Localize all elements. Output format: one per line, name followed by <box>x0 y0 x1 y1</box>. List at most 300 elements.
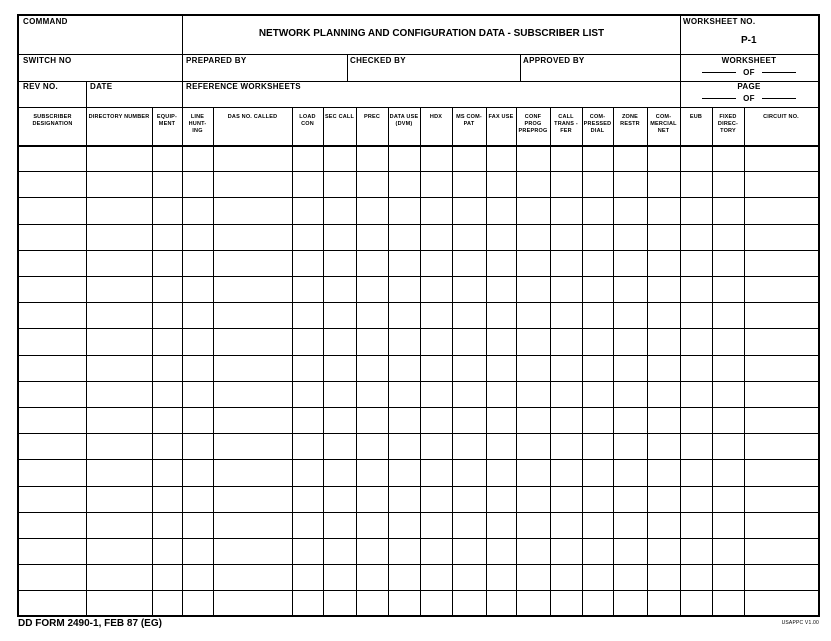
table-cell[interactable] <box>182 302 213 328</box>
table-cell[interactable] <box>486 355 516 381</box>
table-cell[interactable] <box>182 486 213 512</box>
table-cell[interactable] <box>647 459 680 486</box>
table-cell[interactable] <box>182 276 213 302</box>
table-cell[interactable] <box>213 590 292 615</box>
table-cell[interactable] <box>516 433 550 459</box>
table-cell[interactable] <box>452 328 486 355</box>
table-cell[interactable] <box>486 250 516 276</box>
table-cell[interactable] <box>420 171 452 197</box>
table-cell[interactable] <box>86 276 152 302</box>
table-cell[interactable] <box>452 355 486 381</box>
table-cell[interactable] <box>680 564 712 590</box>
table-cell[interactable] <box>452 276 486 302</box>
table-cell[interactable] <box>712 355 744 381</box>
table-cell[interactable] <box>550 459 582 486</box>
table-cell[interactable] <box>19 197 86 224</box>
table-cell[interactable] <box>323 250 356 276</box>
table-cell[interactable] <box>388 224 420 250</box>
table-cell[interactable] <box>152 171 182 197</box>
table-cell[interactable] <box>420 276 452 302</box>
table-cell[interactable] <box>486 590 516 615</box>
table-cell[interactable] <box>712 145 744 171</box>
table-cell[interactable] <box>452 197 486 224</box>
table-cell[interactable] <box>550 407 582 433</box>
table-cell[interactable] <box>486 328 516 355</box>
table-cell[interactable] <box>550 590 582 615</box>
table-cell[interactable] <box>356 302 388 328</box>
table-cell[interactable] <box>486 171 516 197</box>
table-cell[interactable] <box>420 381 452 407</box>
table-cell[interactable] <box>388 512 420 538</box>
table-cell[interactable] <box>582 171 613 197</box>
table-cell[interactable] <box>486 564 516 590</box>
table-cell[interactable] <box>647 250 680 276</box>
table-cell[interactable] <box>744 171 818 197</box>
table-cell[interactable] <box>420 224 452 250</box>
table-cell[interactable] <box>550 512 582 538</box>
table-cell[interactable] <box>420 197 452 224</box>
table-cell[interactable] <box>486 224 516 250</box>
table-cell[interactable] <box>680 197 712 224</box>
table-cell[interactable] <box>323 512 356 538</box>
table-cell[interactable] <box>182 328 213 355</box>
table-cell[interactable] <box>613 590 647 615</box>
table-cell[interactable] <box>292 197 323 224</box>
table-cell[interactable] <box>86 512 152 538</box>
table-cell[interactable] <box>213 355 292 381</box>
table-cell[interactable] <box>182 250 213 276</box>
table-cell[interactable] <box>647 564 680 590</box>
table-cell[interactable] <box>647 302 680 328</box>
table-cell[interactable] <box>550 564 582 590</box>
table-cell[interactable] <box>712 538 744 564</box>
table-cell[interactable] <box>712 197 744 224</box>
table-cell[interactable] <box>647 355 680 381</box>
table-cell[interactable] <box>292 302 323 328</box>
table-cell[interactable] <box>613 250 647 276</box>
table-cell[interactable] <box>152 486 182 512</box>
table-cell[interactable] <box>516 486 550 512</box>
table-cell[interactable] <box>647 328 680 355</box>
table-cell[interactable] <box>86 145 152 171</box>
table-cell[interactable] <box>356 459 388 486</box>
table-cell[interactable] <box>744 459 818 486</box>
table-cell[interactable] <box>213 512 292 538</box>
table-cell[interactable] <box>182 355 213 381</box>
table-cell[interactable] <box>486 459 516 486</box>
table-cell[interactable] <box>182 590 213 615</box>
table-cell[interactable] <box>647 590 680 615</box>
table-cell[interactable] <box>213 224 292 250</box>
table-cell[interactable] <box>680 590 712 615</box>
table-cell[interactable] <box>452 564 486 590</box>
table-cell[interactable] <box>516 302 550 328</box>
table-cell[interactable] <box>613 538 647 564</box>
table-cell[interactable] <box>292 328 323 355</box>
table-cell[interactable] <box>356 250 388 276</box>
table-cell[interactable] <box>182 459 213 486</box>
table-cell[interactable] <box>744 145 818 171</box>
table-cell[interactable] <box>356 328 388 355</box>
table-cell[interactable] <box>152 381 182 407</box>
table-cell[interactable] <box>152 355 182 381</box>
table-cell[interactable] <box>486 197 516 224</box>
table-cell[interactable] <box>182 407 213 433</box>
table-cell[interactable] <box>19 355 86 381</box>
table-cell[interactable] <box>323 407 356 433</box>
table-cell[interactable] <box>550 145 582 171</box>
table-cell[interactable] <box>582 276 613 302</box>
table-cell[interactable] <box>292 512 323 538</box>
table-cell[interactable] <box>712 381 744 407</box>
table-cell[interactable] <box>486 538 516 564</box>
table-cell[interactable] <box>420 512 452 538</box>
table-cell[interactable] <box>486 302 516 328</box>
table-cell[interactable] <box>19 564 86 590</box>
table-cell[interactable] <box>388 538 420 564</box>
table-cell[interactable] <box>388 355 420 381</box>
table-cell[interactable] <box>712 459 744 486</box>
table-cell[interactable] <box>388 171 420 197</box>
table-cell[interactable] <box>19 407 86 433</box>
table-cell[interactable] <box>516 512 550 538</box>
table-cell[interactable] <box>582 145 613 171</box>
table-cell[interactable] <box>613 407 647 433</box>
table-cell[interactable] <box>516 590 550 615</box>
table-cell[interactable] <box>323 302 356 328</box>
table-cell[interactable] <box>744 407 818 433</box>
table-cell[interactable] <box>613 197 647 224</box>
table-cell[interactable] <box>420 433 452 459</box>
table-cell[interactable] <box>516 276 550 302</box>
table-cell[interactable] <box>323 328 356 355</box>
table-cell[interactable] <box>19 171 86 197</box>
table-cell[interactable] <box>680 302 712 328</box>
table-cell[interactable] <box>516 224 550 250</box>
table-cell[interactable] <box>86 433 152 459</box>
table-cell[interactable] <box>680 381 712 407</box>
table-cell[interactable] <box>582 328 613 355</box>
table-cell[interactable] <box>356 276 388 302</box>
table-cell[interactable] <box>356 197 388 224</box>
table-cell[interactable] <box>420 538 452 564</box>
table-cell[interactable] <box>388 145 420 171</box>
table-cell[interactable] <box>356 538 388 564</box>
table-cell[interactable] <box>452 381 486 407</box>
table-cell[interactable] <box>550 486 582 512</box>
table-cell[interactable] <box>182 381 213 407</box>
table-cell[interactable] <box>712 171 744 197</box>
table-cell[interactable] <box>86 355 152 381</box>
table-cell[interactable] <box>712 433 744 459</box>
table-cell[interactable] <box>550 250 582 276</box>
table-cell[interactable] <box>744 224 818 250</box>
table-cell[interactable] <box>152 145 182 171</box>
table-cell[interactable] <box>582 381 613 407</box>
table-cell[interactable] <box>452 171 486 197</box>
table-cell[interactable] <box>182 171 213 197</box>
table-cell[interactable] <box>19 302 86 328</box>
table-cell[interactable] <box>712 302 744 328</box>
table-cell[interactable] <box>213 328 292 355</box>
table-cell[interactable] <box>86 486 152 512</box>
table-cell[interactable] <box>582 486 613 512</box>
table-cell[interactable] <box>86 407 152 433</box>
table-cell[interactable] <box>86 381 152 407</box>
table-cell[interactable] <box>356 171 388 197</box>
table-cell[interactable] <box>647 381 680 407</box>
table-cell[interactable] <box>420 486 452 512</box>
table-cell[interactable] <box>452 590 486 615</box>
table-cell[interactable] <box>712 328 744 355</box>
table-cell[interactable] <box>420 407 452 433</box>
table-cell[interactable] <box>323 145 356 171</box>
table-cell[interactable] <box>452 250 486 276</box>
table-cell[interactable] <box>292 224 323 250</box>
table-cell[interactable] <box>613 486 647 512</box>
table-cell[interactable] <box>516 355 550 381</box>
table-cell[interactable] <box>712 564 744 590</box>
table-cell[interactable] <box>86 459 152 486</box>
table-cell[interactable] <box>516 538 550 564</box>
table-cell[interactable] <box>86 250 152 276</box>
table-cell[interactable] <box>420 564 452 590</box>
table-cell[interactable] <box>19 145 86 171</box>
table-cell[interactable] <box>292 564 323 590</box>
table-cell[interactable] <box>452 538 486 564</box>
table-cell[interactable] <box>182 512 213 538</box>
table-cell[interactable] <box>182 197 213 224</box>
table-cell[interactable] <box>744 590 818 615</box>
table-cell[interactable] <box>292 250 323 276</box>
table-cell[interactable] <box>388 564 420 590</box>
table-cell[interactable] <box>388 328 420 355</box>
table-cell[interactable] <box>744 276 818 302</box>
table-cell[interactable] <box>292 433 323 459</box>
table-cell[interactable] <box>213 171 292 197</box>
table-cell[interactable] <box>213 302 292 328</box>
table-cell[interactable] <box>582 302 613 328</box>
table-cell[interactable] <box>680 276 712 302</box>
table-cell[interactable] <box>323 276 356 302</box>
table-cell[interactable] <box>613 171 647 197</box>
table-cell[interactable] <box>744 381 818 407</box>
table-cell[interactable] <box>323 538 356 564</box>
table-cell[interactable] <box>744 355 818 381</box>
table-cell[interactable] <box>323 381 356 407</box>
table-cell[interactable] <box>19 276 86 302</box>
table-cell[interactable] <box>292 486 323 512</box>
table-cell[interactable] <box>613 459 647 486</box>
table-cell[interactable] <box>550 197 582 224</box>
table-cell[interactable] <box>744 564 818 590</box>
table-cell[interactable] <box>582 512 613 538</box>
table-cell[interactable] <box>292 355 323 381</box>
table-cell[interactable] <box>356 145 388 171</box>
table-cell[interactable] <box>292 276 323 302</box>
table-cell[interactable] <box>680 224 712 250</box>
table-cell[interactable] <box>152 328 182 355</box>
table-cell[interactable] <box>152 224 182 250</box>
table-cell[interactable] <box>486 512 516 538</box>
table-cell[interactable] <box>744 302 818 328</box>
table-cell[interactable] <box>213 250 292 276</box>
table-cell[interactable] <box>744 328 818 355</box>
table-cell[interactable] <box>292 407 323 433</box>
table-cell[interactable] <box>182 224 213 250</box>
table-cell[interactable] <box>613 145 647 171</box>
table-cell[interactable] <box>582 538 613 564</box>
table-cell[interactable] <box>388 250 420 276</box>
table-cell[interactable] <box>152 433 182 459</box>
table-cell[interactable] <box>516 145 550 171</box>
table-cell[interactable] <box>452 407 486 433</box>
table-cell[interactable] <box>647 512 680 538</box>
table-cell[interactable] <box>152 538 182 564</box>
table-cell[interactable] <box>356 512 388 538</box>
table-cell[interactable] <box>420 250 452 276</box>
table-cell[interactable] <box>213 433 292 459</box>
table-cell[interactable] <box>152 512 182 538</box>
table-cell[interactable] <box>213 407 292 433</box>
table-cell[interactable] <box>452 512 486 538</box>
table-cell[interactable] <box>647 433 680 459</box>
table-cell[interactable] <box>452 433 486 459</box>
table-cell[interactable] <box>19 381 86 407</box>
table-cell[interactable] <box>356 224 388 250</box>
table-cell[interactable] <box>680 171 712 197</box>
table-cell[interactable] <box>680 407 712 433</box>
table-cell[interactable] <box>152 407 182 433</box>
table-cell[interactable] <box>356 381 388 407</box>
table-cell[interactable] <box>744 250 818 276</box>
table-cell[interactable] <box>613 355 647 381</box>
table-cell[interactable] <box>550 328 582 355</box>
table-cell[interactable] <box>292 459 323 486</box>
table-cell[interactable] <box>452 145 486 171</box>
table-cell[interactable] <box>323 590 356 615</box>
table-cell[interactable] <box>582 433 613 459</box>
table-cell[interactable] <box>680 145 712 171</box>
table-cell[interactable] <box>292 145 323 171</box>
table-cell[interactable] <box>680 512 712 538</box>
table-cell[interactable] <box>452 302 486 328</box>
table-cell[interactable] <box>152 459 182 486</box>
table-cell[interactable] <box>388 407 420 433</box>
table-cell[interactable] <box>213 538 292 564</box>
table-cell[interactable] <box>19 512 86 538</box>
table-cell[interactable] <box>744 538 818 564</box>
table-cell[interactable] <box>388 433 420 459</box>
table-cell[interactable] <box>613 302 647 328</box>
table-cell[interactable] <box>582 355 613 381</box>
table-cell[interactable] <box>388 276 420 302</box>
table-cell[interactable] <box>516 381 550 407</box>
table-cell[interactable] <box>712 250 744 276</box>
table-cell[interactable] <box>582 224 613 250</box>
table-cell[interactable] <box>19 250 86 276</box>
table-cell[interactable] <box>486 407 516 433</box>
table-cell[interactable] <box>213 459 292 486</box>
table-cell[interactable] <box>420 590 452 615</box>
table-cell[interactable] <box>744 197 818 224</box>
table-cell[interactable] <box>452 459 486 486</box>
table-cell[interactable] <box>19 433 86 459</box>
table-cell[interactable] <box>356 590 388 615</box>
table-cell[interactable] <box>323 355 356 381</box>
table-cell[interactable] <box>152 250 182 276</box>
table-cell[interactable] <box>680 250 712 276</box>
table-cell[interactable] <box>516 250 550 276</box>
table-cell[interactable] <box>356 407 388 433</box>
table-cell[interactable] <box>213 381 292 407</box>
table-cell[interactable] <box>323 433 356 459</box>
table-cell[interactable] <box>388 381 420 407</box>
table-cell[interactable] <box>323 486 356 512</box>
table-cell[interactable] <box>356 355 388 381</box>
table-cell[interactable] <box>516 171 550 197</box>
table-cell[interactable] <box>516 197 550 224</box>
table-cell[interactable] <box>647 197 680 224</box>
table-cell[interactable] <box>647 171 680 197</box>
table-cell[interactable] <box>420 145 452 171</box>
table-cell[interactable] <box>712 224 744 250</box>
table-cell[interactable] <box>486 433 516 459</box>
table-cell[interactable] <box>182 433 213 459</box>
table-cell[interactable] <box>613 512 647 538</box>
table-cell[interactable] <box>420 355 452 381</box>
table-cell[interactable] <box>712 590 744 615</box>
table-cell[interactable] <box>744 486 818 512</box>
table-cell[interactable] <box>582 407 613 433</box>
table-cell[interactable] <box>550 224 582 250</box>
table-cell[interactable] <box>647 224 680 250</box>
table-cell[interactable] <box>680 486 712 512</box>
table-cell[interactable] <box>19 486 86 512</box>
table-cell[interactable] <box>388 486 420 512</box>
table-cell[interactable] <box>613 276 647 302</box>
table-cell[interactable] <box>356 486 388 512</box>
table-cell[interactable] <box>550 171 582 197</box>
table-cell[interactable] <box>323 459 356 486</box>
table-cell[interactable] <box>613 328 647 355</box>
table-cell[interactable] <box>388 197 420 224</box>
table-cell[interactable] <box>182 538 213 564</box>
table-cell[interactable] <box>582 459 613 486</box>
table-cell[interactable] <box>323 224 356 250</box>
table-cell[interactable] <box>86 302 152 328</box>
table-cell[interactable] <box>516 407 550 433</box>
table-cell[interactable] <box>486 381 516 407</box>
table-cell[interactable] <box>550 276 582 302</box>
table-cell[interactable] <box>388 302 420 328</box>
table-cell[interactable] <box>152 276 182 302</box>
table-cell[interactable] <box>582 250 613 276</box>
table-cell[interactable] <box>86 328 152 355</box>
table-cell[interactable] <box>152 302 182 328</box>
table-cell[interactable] <box>292 538 323 564</box>
table-cell[interactable] <box>213 197 292 224</box>
table-cell[interactable] <box>486 486 516 512</box>
table-cell[interactable] <box>647 145 680 171</box>
table-cell[interactable] <box>420 302 452 328</box>
table-cell[interactable] <box>516 459 550 486</box>
table-cell[interactable] <box>86 538 152 564</box>
table-cell[interactable] <box>647 538 680 564</box>
table-cell[interactable] <box>582 564 613 590</box>
table-cell[interactable] <box>388 590 420 615</box>
table-cell[interactable] <box>452 486 486 512</box>
